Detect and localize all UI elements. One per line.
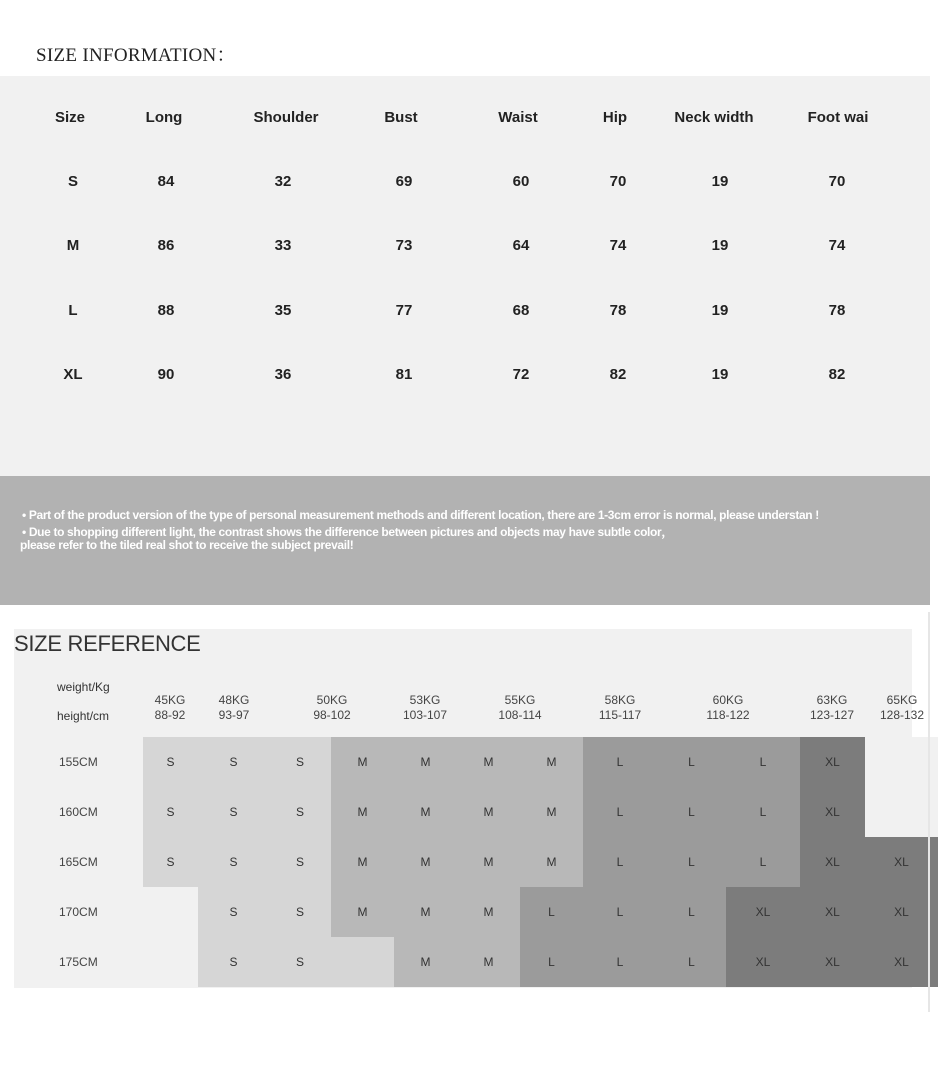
reference-grid-cell: S (198, 737, 269, 787)
reference-grid-cell: M (457, 887, 520, 937)
column-height: 98-102 (313, 708, 351, 722)
reference-grid-cell: XL (800, 837, 865, 887)
reference-grid-cell: M (457, 937, 520, 987)
reference-grid-cell: M (331, 737, 394, 787)
size-table-header: Size (54, 109, 86, 126)
reference-grid-cell: S (198, 887, 269, 937)
size-table-cell: 84 (157, 173, 175, 190)
reference-row-label: 155CM (59, 755, 98, 769)
reference-grid-cell: L (657, 837, 726, 887)
column-height: 115-117 (598, 708, 642, 722)
reference-grid-cell: L (583, 787, 657, 837)
reference-grid-cell: L (726, 837, 800, 887)
size-table-cell: XL (63, 366, 83, 383)
reference-grid-cell: L (583, 837, 657, 887)
column-height: 88-92 (154, 708, 186, 722)
reference-grid-cell: XL (800, 787, 865, 837)
size-table-cell: 78 (828, 302, 846, 319)
notice-panel (0, 476, 930, 605)
reference-grid-cell: M (394, 937, 457, 987)
height-axis-label: height/cm (57, 709, 110, 723)
reference-grid-cell: S (269, 937, 331, 987)
reference-grid-cell: S (198, 787, 269, 837)
reference-grid-cell: S (143, 837, 198, 887)
column-weight: 53KG (409, 693, 441, 707)
size-table-cell: 33 (274, 237, 292, 254)
size-table-cell: 70 (609, 173, 627, 190)
size-table-cell: 73 (395, 237, 413, 254)
reference-grid-cell: M (520, 837, 583, 887)
size-table-cell: 82 (828, 366, 846, 383)
size-table-cell: 64 (512, 237, 530, 254)
size-table-cell: 19 (711, 173, 729, 190)
reference-row-label: 175CM (59, 955, 98, 969)
column-height: 103-107 (402, 708, 448, 722)
size-table-cell: S (67, 173, 79, 190)
size-table-cell: 81 (395, 366, 413, 383)
size-table-cell: 74 (828, 237, 846, 254)
reference-grid-cell: M (520, 787, 583, 837)
column-weight: 55KG (504, 693, 536, 707)
reference-grid-cell: M (520, 737, 583, 787)
size-table-cell: 70 (828, 173, 846, 190)
column-height: 108-114 (498, 708, 542, 722)
reference-grid-cell: M (394, 887, 457, 937)
reference-grid-cell: M (394, 837, 457, 887)
size-table-cell: 82 (609, 366, 627, 383)
column-weight: 45KG (154, 693, 186, 707)
reference-column-header (810, 693, 854, 723)
reference-grid-cell: M (331, 837, 394, 887)
size-table-header: Long (145, 109, 183, 126)
size-table-cell: 19 (711, 366, 729, 383)
reference-grid-cell: M (331, 887, 394, 937)
reference-grid-cell (143, 887, 198, 937)
size-table-cell: 69 (395, 173, 413, 190)
reference-grid-cell: L (657, 887, 726, 937)
size-table-cell: 88 (157, 302, 175, 319)
column-height: 93-97 (218, 708, 250, 722)
size-table-cell: 77 (395, 302, 413, 319)
reference-grid-cell: L (520, 937, 583, 987)
column-height: 123-127 (809, 708, 855, 722)
reference-column-header (155, 693, 186, 723)
notice-line-3: please refer to the tiled real shot to receive the subject prevail! (20, 538, 354, 552)
size-reference-title: SIZE REFERENCE (14, 631, 201, 656)
reference-grid-cell: XL (726, 887, 800, 937)
size-table-cell: 74 (609, 237, 627, 254)
reference-grid-cell: S (143, 787, 198, 837)
column-height: 118-122 (706, 708, 750, 722)
reference-column-header (599, 693, 641, 723)
reference-column-header (880, 693, 924, 723)
size-table-header: Hip (602, 109, 628, 126)
reference-grid-cell: S (143, 737, 198, 787)
size-table-cell: M (66, 237, 80, 254)
notice-line-2: • Due to shopping different light, the contrast shows the difference between pictures and objects may have subtle color， (22, 525, 673, 539)
size-table-cell: 19 (711, 237, 729, 254)
reference-grid-cell: S (269, 837, 331, 887)
reference-grid-cell: M (331, 787, 394, 837)
reference-grid-cell: M (457, 787, 520, 837)
reference-grid-cell: XL (726, 937, 800, 987)
size-reference-chart (14, 629, 925, 988)
reference-grid-cell: XL (865, 937, 938, 987)
column-weight: 60KG (712, 693, 744, 707)
size-table-cell: 86 (157, 237, 175, 254)
reference-grid-cell: L (583, 737, 657, 787)
size-table-header: Waist (498, 109, 538, 126)
size-table-cell: 19 (711, 302, 729, 319)
reference-grid-cell: S (198, 937, 269, 987)
reference-column-header (403, 693, 447, 723)
size-table-header: Neck width (674, 109, 754, 126)
reference-grid-cell: L (520, 887, 583, 937)
size-table-cell: 90 (157, 366, 175, 383)
reference-grid-cell: M (394, 787, 457, 837)
reference-grid-cell: S (269, 787, 331, 837)
reference-column-header (219, 693, 250, 723)
page-edge-divider (928, 612, 930, 1012)
size-table-cell: L (68, 302, 78, 319)
reference-row-label: 160CM (59, 805, 98, 819)
reference-grid-cell: XL (865, 887, 938, 937)
reference-grid-cell (143, 937, 198, 987)
size-table-header: Shoulder (253, 109, 319, 126)
reference-grid-cell: M (457, 737, 520, 787)
reference-grid-cell: XL (800, 887, 865, 937)
weight-axis-label: weight/Kg (57, 680, 110, 694)
reference-grid-cell: L (726, 787, 800, 837)
column-weight: 50KG (316, 693, 348, 707)
size-table-cell: 78 (609, 302, 627, 319)
column-weight: 58KG (604, 693, 636, 707)
reference-grid-cell: L (726, 737, 800, 787)
reference-grid-cell: S (269, 737, 331, 787)
reference-grid-cell: M (457, 837, 520, 887)
size-table-cell: 35 (274, 302, 292, 319)
column-weight: 48KG (218, 693, 250, 707)
reference-grid-cell: XL (800, 937, 865, 987)
size-table-cell: 72 (512, 366, 530, 383)
size-table-cell: 36 (274, 366, 292, 383)
reference-grid-cell: S (198, 837, 269, 887)
size-table-cell: 32 (274, 173, 292, 190)
column-weight: 65KG (886, 693, 918, 707)
reference-grid-cell (331, 937, 394, 987)
reference-grid-cell: L (583, 887, 657, 937)
reference-row-label: 165CM (59, 855, 98, 869)
reference-grid-cell: L (657, 937, 726, 987)
size-table-cell: 68 (512, 302, 530, 319)
reference-grid-cell: XL (800, 737, 865, 787)
reference-column-header (498, 693, 541, 723)
column-weight: 63KG (816, 693, 848, 707)
reference-row-label: 170CM (59, 905, 98, 919)
reference-grid-cell: L (657, 737, 726, 787)
reference-column-header (313, 693, 350, 723)
reference-grid-cell: M (394, 737, 457, 787)
size-information-title: SIZE INFORMATION： (36, 45, 236, 66)
reference-grid-cell: XL (865, 837, 938, 887)
reference-column-header (706, 693, 749, 723)
column-height: 128-132 (879, 708, 925, 722)
size-table-header: Foot wai (807, 109, 869, 126)
notice-line-1: • Part of the product version of the type of personal measurement methods and different location, there are 1-3cm error is normal, please understan ! (22, 508, 819, 522)
reference-grid-cell: L (657, 787, 726, 837)
reference-grid-cell: S (269, 887, 331, 937)
size-table-cell: 60 (512, 173, 530, 190)
reference-grid-cell: L (583, 937, 657, 987)
size-table-header: Bust (384, 109, 418, 126)
size-information-table (0, 76, 930, 476)
